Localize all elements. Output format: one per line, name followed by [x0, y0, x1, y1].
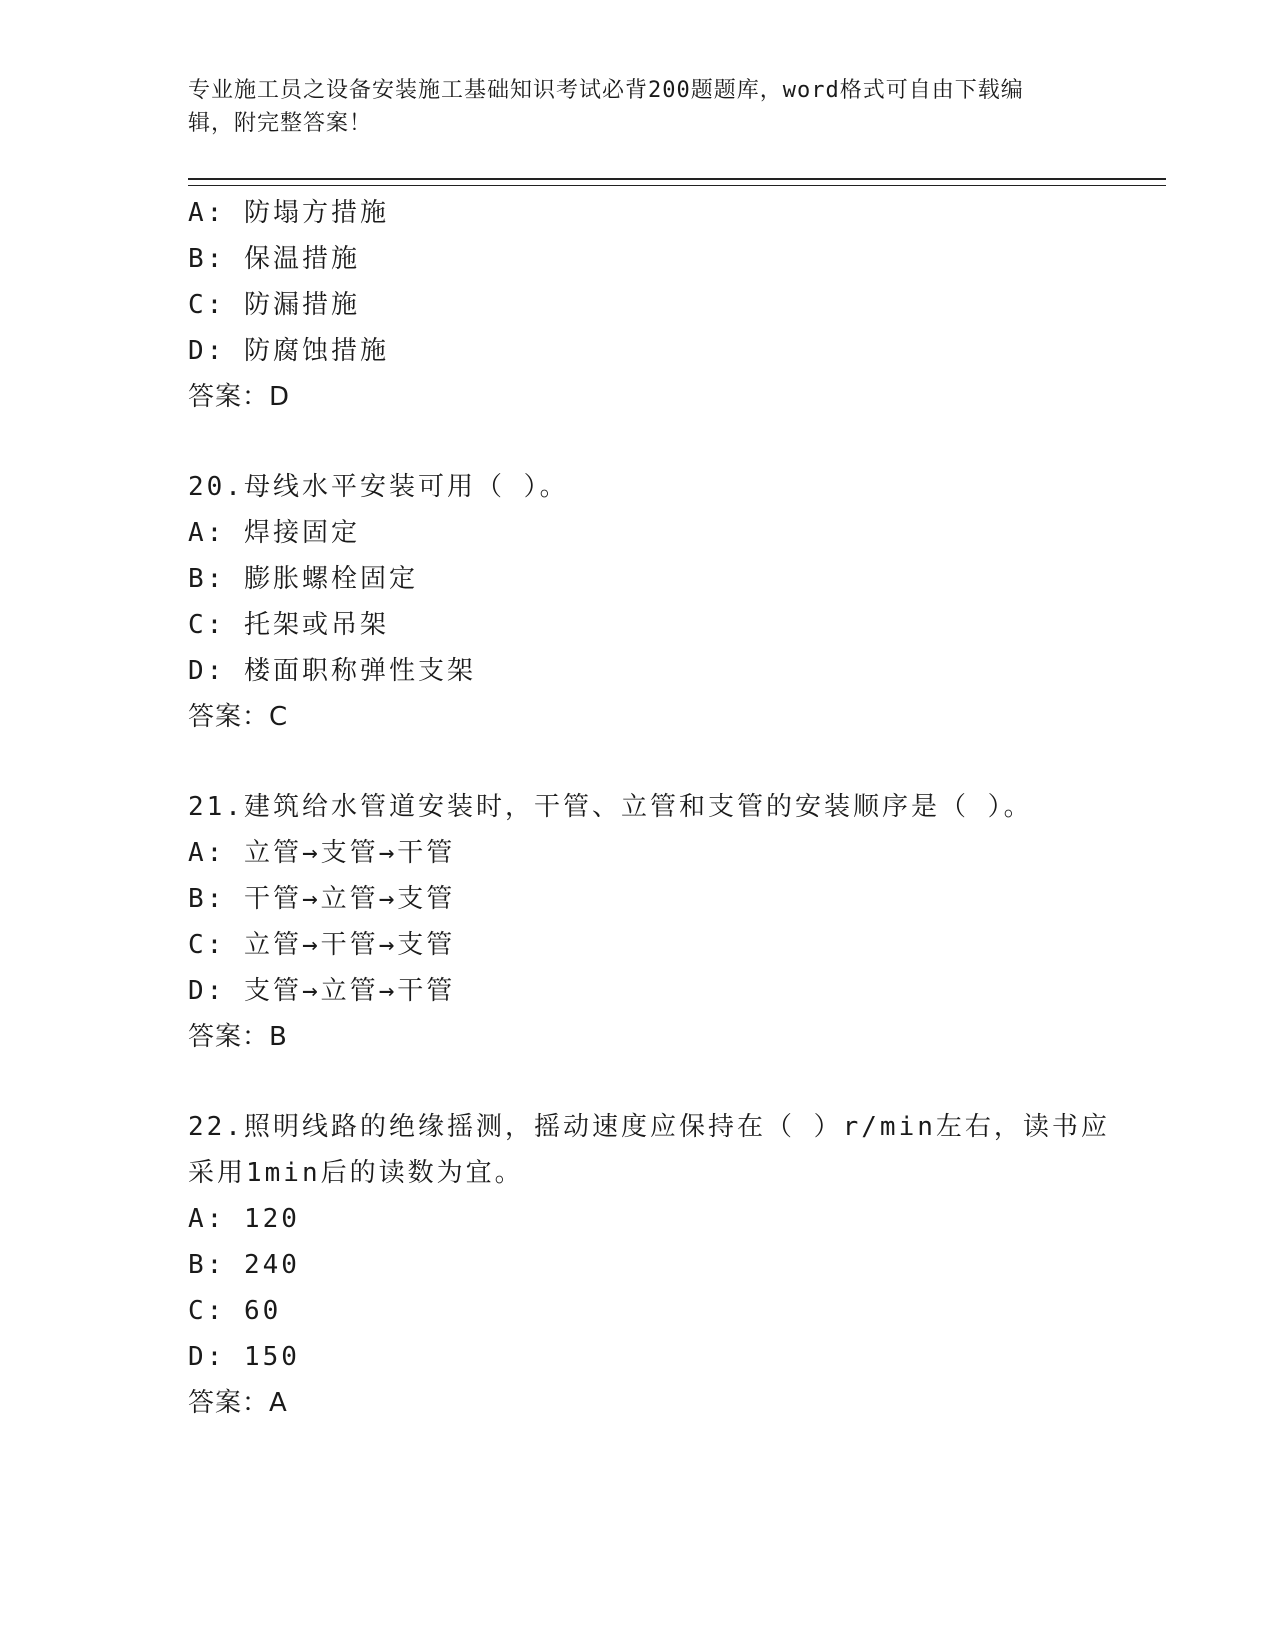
question-stem: 20.母线水平安装可用（ ）。: [188, 472, 569, 502]
document-header: 专业施工员之设备安装施工基础知识考试必背200题题库，word格式可自由下载编辑，附完整答案！: [188, 78, 1024, 136]
option-d: D: 150: [188, 1342, 300, 1372]
answer: 答案：D: [188, 382, 291, 412]
option-a: A: 焊接固定: [188, 518, 360, 548]
question-content: [188, 190, 1110, 1426]
header-divider: [188, 178, 1166, 186]
option-a: A: 立管→支管→干管: [188, 838, 456, 868]
question-stem: 21.建筑给水管道安装时，干管、立管和支管的安装顺序是（ ）。: [188, 792, 1033, 822]
question-22: [188, 1104, 1110, 1426]
question-20: [188, 464, 1088, 740]
option-c: C: 60: [188, 1296, 282, 1326]
option-c: C: 立管→干管→支管: [188, 930, 456, 960]
option-d: D: 防腐蚀措施: [188, 336, 389, 366]
question-21: [188, 784, 1088, 1060]
question-19: [188, 190, 1088, 420]
option-b: B: 240: [188, 1250, 300, 1280]
answer: 答案：B: [188, 1022, 288, 1052]
option-b: B: 干管→立管→支管: [188, 884, 456, 914]
question-stem-line-1: 22.照明线路的绝缘摇测，摇动速度应保持在（ ）r/min左右，读书应: [188, 1112, 1110, 1142]
answer: 答案：A: [188, 1388, 288, 1418]
option-c: C: 防漏措施: [188, 290, 360, 320]
answer: 答案：C: [188, 702, 289, 732]
option-d: D: 楼面职称弹性支架: [188, 656, 476, 686]
option-b: B: 保温措施: [188, 244, 360, 274]
option-a: A: 120: [188, 1204, 300, 1234]
option-c: C: 托架或吊架: [188, 610, 389, 640]
question-stem-line-2: 采用1min后的读数为宜。: [188, 1158, 524, 1188]
option-d: D: 支管→立管→干管: [188, 976, 456, 1006]
option-a: A: 防塌方措施: [188, 198, 389, 228]
option-b: B: 膨胀螺栓固定: [188, 564, 418, 594]
